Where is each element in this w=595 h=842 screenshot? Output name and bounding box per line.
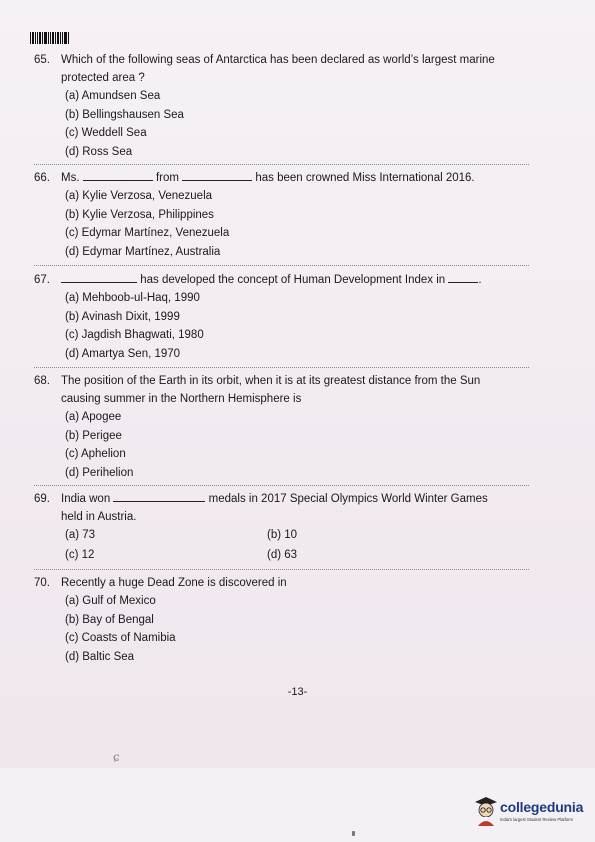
option-b: (b) Perigee <box>65 429 122 442</box>
option-b: (b) Bellingshausen Sea <box>65 108 184 121</box>
divider <box>34 164 529 165</box>
question-text: The position of the Earth in its orbit, when it is at its greatest distance from the Sun <box>61 375 481 387</box>
option-d: (d) Amartya Sen, 1970 <box>65 347 181 360</box>
option-c: (c) Weddell Sea <box>65 127 147 139</box>
question-69 <box>34 490 534 564</box>
option-d: (d) Perihelion <box>65 466 134 479</box>
divider <box>34 367 529 368</box>
question-66 <box>34 169 534 261</box>
fill-blank <box>83 169 153 181</box>
page-number: -13- <box>287 686 308 698</box>
option-d: (d) Ross Sea <box>65 145 133 158</box>
option-b: (b) 10 <box>267 529 298 541</box>
question-67 <box>34 271 534 363</box>
question-70 <box>34 574 534 666</box>
question-number: 66. <box>34 172 50 184</box>
option-a: (a) Gulf of Mexico <box>65 595 156 607</box>
divider <box>34 569 529 570</box>
fill-blank <box>113 490 205 502</box>
question-text-part: India won <box>61 493 111 505</box>
options-grid <box>65 526 534 564</box>
question-text <box>61 271 534 289</box>
option-c: (c) 12 <box>65 548 95 561</box>
student-mascot-icon <box>472 795 500 827</box>
barcode <box>30 32 72 44</box>
question-68 <box>34 372 534 482</box>
option-a: (a) 73 <box>65 529 96 541</box>
question-text: Which of the following seas of Antarctica has been declared as world’s largest marine <box>61 54 495 66</box>
brand-name: collegedunia <box>500 799 584 815</box>
question-number: 65. <box>34 54 50 66</box>
ink-speck <box>352 831 355 836</box>
question-number: 67. <box>34 274 50 286</box>
option-a: (a) Kylie Verzosa, Venezuela <box>65 190 213 202</box>
option-c: (c) Edymar Martínez, Venezuela <box>65 227 230 239</box>
question-number: 68. <box>34 375 50 387</box>
question-text-cont: causing summer in the Northern Hemisphere is <box>61 393 302 405</box>
divider <box>34 265 529 266</box>
option-c: (c) Coasts of Namibia <box>65 632 176 644</box>
option-b: (b) Avinash Dixit, 1999 <box>65 310 180 323</box>
option-a: (a) Amundsen Sea <box>65 90 161 102</box>
option-d: (d) Edymar Martínez, Australia <box>65 245 221 258</box>
question-text-part: has developed the concept of Human Development Index in <box>140 274 446 286</box>
brand-tagline: India's largest Student Review Platform <box>500 817 573 822</box>
option-b: (b) Kylie Verzosa, Philippines <box>65 208 214 221</box>
question-text: Recently a huge Dead Zone is discovered in <box>61 577 287 589</box>
question-text-part: . <box>478 274 482 286</box>
question-text-part: Ms. <box>61 172 80 184</box>
fill-blank <box>61 271 137 283</box>
pen-mark: ɕ <box>113 750 120 764</box>
question-text-part: medals in 2017 Special Olympics World Winter Games <box>208 493 488 505</box>
question-text-cont: held in Austria. <box>61 511 137 523</box>
fill-blank <box>448 271 478 283</box>
question-text-cont: protected area ? <box>61 72 145 84</box>
question-text <box>61 490 534 508</box>
fill-blank <box>182 169 252 181</box>
question-number: 70. <box>34 577 50 589</box>
question-text <box>61 169 534 187</box>
question-number: 69. <box>34 493 50 505</box>
collegedunia-logo <box>472 795 590 831</box>
option-a: (a) Mehboob-ul-Haq, 1990 <box>65 292 200 304</box>
option-c: (c) Aphelion <box>65 448 126 460</box>
option-d: (d) 63 <box>267 548 298 561</box>
option-a: (a) Apogee <box>65 411 122 423</box>
question-text-part: from <box>155 172 179 184</box>
question-text-part: has been crowned Miss International 2016. <box>255 172 475 184</box>
option-d: (d) Baltic Sea <box>65 650 135 663</box>
divider <box>34 485 529 486</box>
option-c: (c) Jagdish Bhagwati, 1980 <box>65 329 204 341</box>
option-b: (b) Bay of Bengal <box>65 613 154 626</box>
question-65 <box>34 51 534 161</box>
